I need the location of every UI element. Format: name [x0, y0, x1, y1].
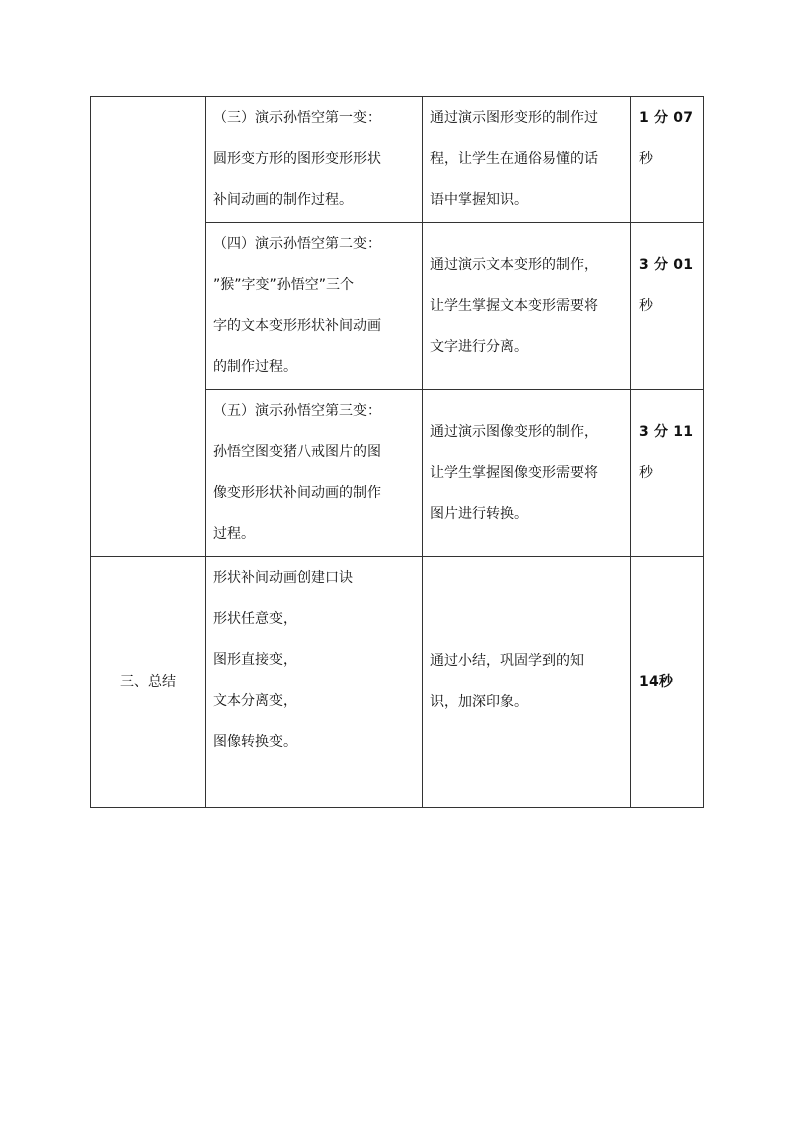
- content-cell: [206, 223, 423, 390]
- content-line: 图形直接变，: [213, 652, 297, 668]
- content-line: 的制作过程。: [213, 359, 297, 375]
- section-cell: [91, 557, 206, 808]
- purpose-line: 通过演示图像变形的制作，: [430, 424, 598, 440]
- purpose-cell: [423, 390, 631, 557]
- time-line: 14秒: [639, 673, 674, 690]
- time-line: 秒: [639, 151, 653, 167]
- content-line: 过程。: [213, 526, 255, 542]
- purpose-line: 识，加深印象。: [430, 694, 528, 710]
- content-line: （五）演示孙悟空第三变：: [213, 403, 381, 419]
- purpose-line: 通过小结，巩固学到的知: [430, 653, 584, 669]
- content-line: 孙悟空图变猪八戒图片的图: [213, 444, 381, 460]
- purpose-line: 语中掌握知识。: [430, 192, 528, 208]
- lesson-plan-table: [90, 96, 704, 808]
- content-line: ”猴”字变”孙悟空”三个: [213, 277, 355, 293]
- time-cell: [631, 223, 704, 390]
- content-line: 形状任意变，: [213, 611, 297, 627]
- content-cell: [206, 97, 423, 223]
- content-line: 文本分离变，: [213, 693, 297, 709]
- time-cell: [631, 97, 704, 223]
- time-line: 秒: [639, 465, 653, 481]
- content-line: 图像转换变。: [213, 734, 297, 750]
- purpose-cell: [423, 557, 631, 808]
- section-title: 三、总结: [120, 673, 176, 690]
- content-line: 字的文本变形形状补间动画: [213, 318, 381, 334]
- time-line: 1 分 07: [639, 110, 694, 126]
- section-cell-empty: [91, 97, 206, 557]
- table-row: [91, 97, 704, 223]
- content-cell: [206, 557, 423, 808]
- purpose-line: 通过演示文本变形的制作，: [430, 257, 598, 273]
- purpose-cell: [423, 223, 631, 390]
- content-line: 圆形变方形的图形变形形状: [213, 151, 381, 167]
- purpose-line: 图片进行转换。: [430, 506, 528, 522]
- time-line: 3 分 01: [639, 257, 694, 273]
- content-line: 像变形形状补间动画的制作: [213, 485, 381, 501]
- content-line: 补间动画的制作过程。: [213, 192, 353, 208]
- content-line: （三）演示孙悟空第一变：: [213, 110, 381, 126]
- purpose-line: 让学生掌握图像变形需要将: [430, 465, 598, 481]
- time-line: 3 分 11: [639, 424, 694, 440]
- time-cell: [631, 390, 704, 557]
- table-row: [91, 557, 704, 808]
- time-cell: [631, 557, 704, 808]
- purpose-line: 让学生掌握文本变形需要将: [430, 298, 598, 314]
- purpose-line: 文字进行分离。: [430, 339, 528, 355]
- content-line: （四）演示孙悟空第二变：: [213, 236, 381, 252]
- purpose-cell: [423, 97, 631, 223]
- purpose-line: 通过演示图形变形的制作过: [430, 110, 598, 126]
- purpose-line: 程，让学生在通俗易懂的话: [430, 151, 598, 167]
- content-line: 形状补间动画创建口诀: [213, 570, 353, 586]
- content-cell: [206, 390, 423, 557]
- time-line: 秒: [639, 298, 653, 314]
